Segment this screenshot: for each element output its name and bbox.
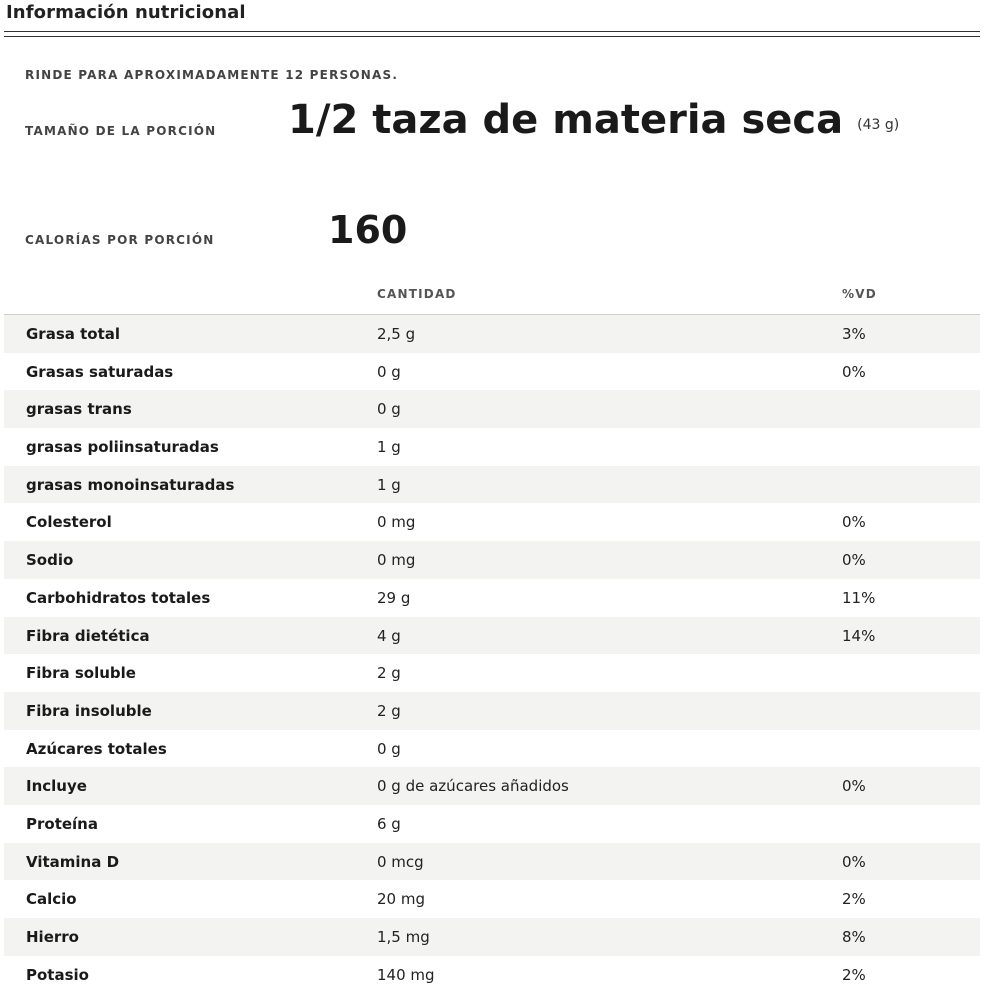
nutrient-daily-value: 0%: [842, 513, 866, 532]
nutrient-daily-value: 2%: [842, 890, 866, 909]
table-row: [4, 956, 980, 994]
nutrient-amount: 1 g: [377, 438, 401, 457]
nutrient-name: Fibra insoluble: [26, 701, 152, 720]
nutrient-amount: 0 mg: [377, 551, 416, 570]
table-row: [4, 730, 980, 768]
nutrient-amount: 140 mg: [377, 965, 435, 984]
serving-size-value: [288, 92, 908, 154]
nutrient-name: Grasas saturadas: [26, 362, 174, 381]
nutrient-amount: 1,5 mg: [377, 928, 430, 946]
nutrient-name: grasas trans: [26, 400, 132, 419]
nutrient-name: Fibra dietética: [26, 626, 150, 645]
nutrient-amount: 20 mg: [377, 890, 425, 909]
nutrient-amount: 1 g: [377, 475, 401, 494]
calories-label: CALORÍAS POR PORCIÓN: [25, 233, 215, 247]
nutrient-daily-value: 14%: [842, 626, 876, 645]
table-row: [4, 579, 980, 617]
nutrient-amount: 2,5 g: [377, 325, 416, 343]
nutrition-table-header: [4, 281, 980, 315]
nutrient-name: Incluye: [26, 777, 87, 796]
nutrient-amount: 2 g: [377, 701, 401, 720]
nutrient-daily-value: 8%: [842, 928, 866, 946]
calories-value: 160: [328, 208, 408, 252]
table-row: [4, 466, 980, 504]
nutrient-amount: 6 g: [377, 814, 401, 833]
nutrient-amount: 0 mcg: [377, 852, 424, 871]
page-title: Información nutricional: [6, 2, 246, 23]
nutrient-name: Colesterol: [26, 513, 112, 532]
nutrient-name: grasas monoinsaturadas: [26, 475, 235, 494]
nutrient-name: Fibra soluble: [26, 664, 136, 683]
nutrient-daily-value: 3%: [842, 325, 866, 343]
nutrient-name: Hierro: [26, 928, 79, 946]
nutrient-amount: 4 g: [377, 626, 401, 645]
table-row: [4, 843, 980, 881]
serving-size-weight: (43 g): [857, 117, 900, 133]
nutrient-amount: 0 g de azúcares añadidos: [377, 777, 569, 796]
nutrition-table: [4, 315, 980, 993]
table-row: [4, 617, 980, 655]
nutrient-name: Potasio: [26, 965, 89, 984]
serving-size-text: 1/2 taza de materia seca: [288, 97, 844, 143]
table-row: [4, 805, 980, 843]
nutrient-amount: 0 g: [377, 739, 401, 758]
nutrient-daily-value: 0%: [842, 362, 866, 381]
nutrient-amount: 2 g: [377, 664, 401, 683]
nutrient-name: Proteína: [26, 814, 98, 833]
nutrient-name: Calcio: [26, 890, 77, 909]
servings-yield: RINDE PARA APROXIMADAMENTE 12 PERSONAS.: [25, 68, 399, 82]
nutrient-name: Grasa total: [26, 325, 121, 343]
table-row: [4, 541, 980, 579]
nutrient-daily-value: 11%: [842, 588, 876, 607]
title-divider: [4, 31, 980, 32]
nutrient-amount: 0 mg: [377, 513, 416, 532]
nutrient-daily-value: 0%: [842, 852, 866, 871]
nutrient-daily-value: 0%: [842, 777, 866, 796]
nutrient-name: Sodio: [26, 551, 74, 570]
table-row: [4, 353, 980, 391]
title-divider-double: [4, 36, 980, 37]
table-row: [4, 880, 980, 918]
nutrient-name: Vitamina D: [26, 852, 120, 871]
table-row: [4, 503, 980, 541]
nutrient-amount: 0 g: [377, 362, 401, 381]
nutrient-daily-value: 0%: [842, 551, 866, 570]
table-row: [4, 428, 980, 466]
table-row: [4, 767, 980, 805]
table-row: [4, 315, 980, 353]
nutrient-amount: 0 g: [377, 400, 401, 419]
nutrient-name: Carbohidratos totales: [26, 588, 211, 607]
serving-size-label: TAMAÑO DE LA PORCIÓN: [25, 124, 217, 138]
amount-column-header: CANTIDAD: [377, 287, 457, 301]
daily-value-column-header: %VD: [842, 287, 877, 301]
nutrient-amount: 29 g: [377, 588, 411, 607]
table-row: [4, 654, 980, 692]
table-row: [4, 692, 980, 730]
nutrient-name: grasas poliinsaturadas: [26, 438, 219, 457]
nutrient-name: Azúcares totales: [26, 739, 167, 758]
table-row: [4, 918, 980, 956]
table-row: [4, 390, 980, 428]
nutrient-daily-value: 2%: [842, 965, 866, 984]
